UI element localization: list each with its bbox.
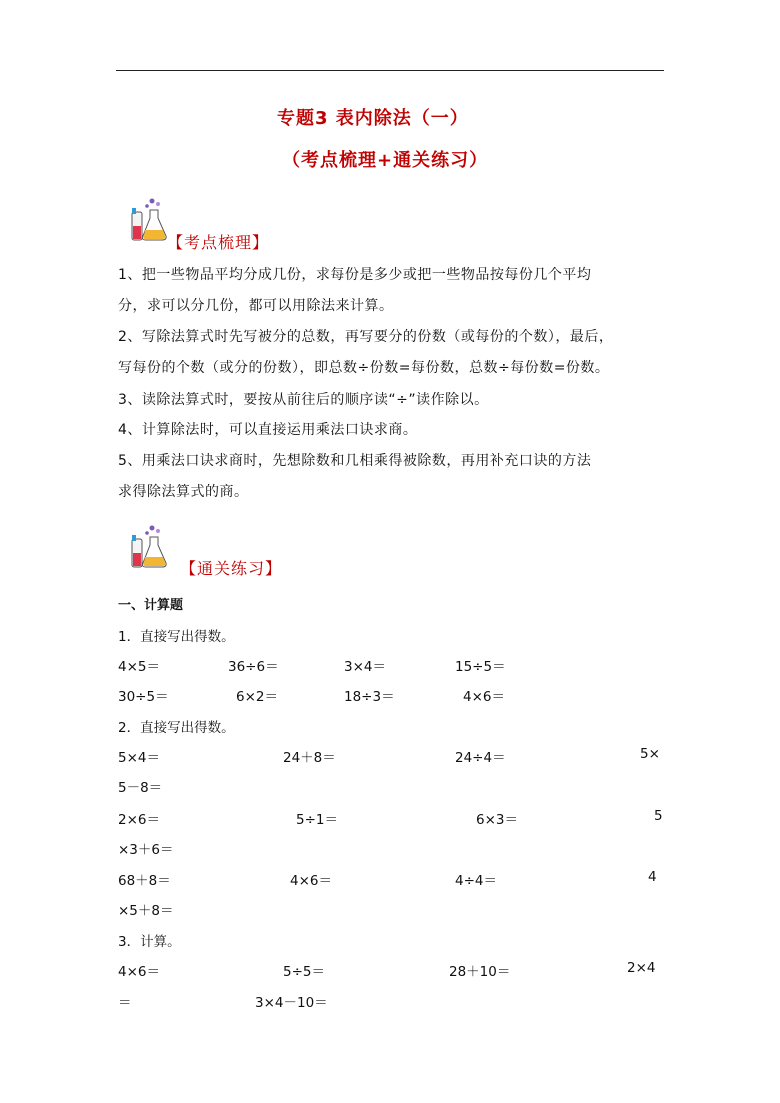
q1-item: 4×6＝ — [463, 689, 505, 705]
point-line-4: 4、计算除法时，可以直接运用乘法口诀求商。 — [118, 422, 418, 438]
q2-item: 5÷1＝ — [296, 812, 338, 828]
q2-item: 24＋8＝ — [283, 750, 336, 766]
q3-item: 5÷5＝ — [283, 964, 325, 980]
q2-item: 5×4＝ — [118, 750, 160, 766]
point-line-5: 5、用乘法口诀求商时，先想除数和几相乘得被除数，再用补充口诀的方法 — [118, 453, 592, 469]
q3-item: 4×6＝ — [118, 964, 160, 980]
q3-item-wrap: ＝ — [118, 995, 132, 1011]
point-line-5b: 求得除法算式的商。 — [118, 484, 249, 500]
point-line-2: 2、写除法算式时先写被分的总数，再写要分的份数（或每份的个数），最后， — [118, 329, 614, 345]
q3-item: 28＋10＝ — [449, 964, 511, 980]
q2-item: 4 — [648, 869, 657, 885]
q1-item: 6×2＝ — [236, 689, 278, 705]
q2-item: 4÷4＝ — [455, 873, 497, 889]
q2-item-wrap: ×3＋6＝ — [118, 842, 174, 858]
science-flask-icon — [128, 523, 168, 569]
q2-item: 5 — [654, 808, 663, 824]
q2-item: 4×6＝ — [290, 873, 332, 889]
q1-item: 3×4＝ — [344, 659, 386, 675]
header-rule — [116, 70, 664, 71]
q3-item: 2×4 — [627, 960, 656, 976]
q3-item: 3×4－10＝ — [255, 995, 328, 1011]
document-subtitle: （考点梳理+通关练习） — [282, 150, 489, 171]
q1-item: 18÷3＝ — [344, 689, 395, 705]
point-line-2b: 写每份的个数（或分的份数），即总数÷份数=每份数，总数÷每份数=份数。 — [118, 360, 610, 376]
section-header-tongguan: 【通关练习】 — [180, 559, 283, 578]
section-header-kaodian: 【考点梳理】 — [167, 233, 270, 252]
question-1-label: 1．直接写出得数。 — [118, 629, 235, 645]
question-2-label: 2．直接写出得数。 — [118, 720, 235, 736]
point-line-1: 1、把一些物品平均分成几份，求每份是多少或把一些物品按每份几个平均 — [118, 267, 592, 283]
science-flask-icon — [128, 196, 168, 242]
q1-item: 30÷5＝ — [118, 689, 169, 705]
point-line-1b: 分，求可以分几份，都可以用除法来计算。 — [118, 298, 394, 314]
q1-item: 36÷6＝ — [228, 659, 279, 675]
q1-item: 4×5＝ — [118, 659, 160, 675]
q2-item: 68＋8＝ — [118, 873, 171, 889]
question-3-label: 3．计算。 — [118, 934, 181, 950]
q2-item-wrap: ×5＋8＝ — [118, 903, 174, 919]
q2-item: 6×3＝ — [476, 812, 518, 828]
document-title: 专题3 表内除法（一） — [277, 108, 469, 129]
q2-item: 2×6＝ — [118, 812, 160, 828]
q2-item: 24÷4＝ — [455, 750, 506, 766]
q2-item: 5× — [640, 746, 660, 762]
q1-item: 15÷5＝ — [455, 659, 506, 675]
part-title: 一、计算题 — [118, 598, 184, 613]
point-line-3: 3、读除法算式时，要按从前往后的顺序读“÷”读作除以。 — [118, 392, 489, 408]
q2-item-wrap: 5－8＝ — [118, 780, 163, 796]
